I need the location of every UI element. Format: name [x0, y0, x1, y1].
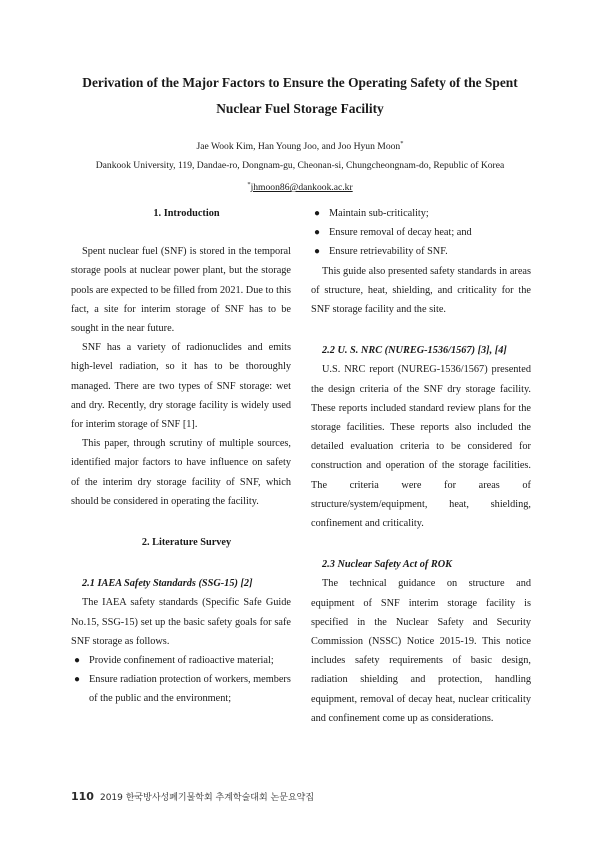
iaea-goals-list-right: [311, 204, 531, 262]
left-column: [71, 204, 291, 709]
bullet-icon: ●: [74, 655, 81, 667]
email-link[interactable]: jhmoon86@dankook.ac.kr: [250, 182, 353, 194]
rok-paragraph: The technical guidance on structure and equipment of SNF interim storage facility is specified in the Nuclear Safety and Security Commission (NSSC) Notice 2015-19. This notice includes safety requirements of basic design, radiation shielding and protection, handling equipment, removal of decay heat, nuclear criticality and confinement come up as considerations.: [311, 578, 531, 724]
author-list: Jae Wook Kim, Han Young Joo, and Joo Hyun Moon: [196, 141, 401, 153]
iaea-paragraph-2: This guide also presented safety standards in areas of structure, heat, shielding, and criticality for the SNF storage facility and the site.: [311, 265, 531, 316]
list-item: ● Ensure retrievability of SNF.: [311, 242, 531, 261]
author-block: [60, 134, 540, 197]
subsection-heading-rok: 2.3 Nuclear Safety Act of ROK: [322, 559, 453, 571]
bullet-icon: ●: [314, 208, 321, 219]
list-item: ● Maintain sub-criticality;: [311, 204, 531, 223]
iaea-paragraph-1: The IAEA safety standards (Specific Safe Guide No.15, SSG-15) set up the basic safety goals for safe SNF storage as follows.: [71, 597, 291, 647]
bullet-icon: ●: [314, 227, 321, 239]
intro-paragraph-1: Spent nuclear fuel (SNF) is stored in the temporal storage pools at nuclear power plant, but the storage pools are expected to be filled from 2021. Due to this fact, a site for interim storage of SNF has to be sought in the near future.: [71, 246, 291, 335]
list-item: ● Provide confinement of radioactive material;: [71, 651, 291, 670]
paper-title: Derivation of the Major Factors to Ensure the Operating Safety of the Spent Nuclear Fuel Storage Facility: [82, 75, 518, 116]
section-heading-introduction: 1. Introduction: [153, 208, 220, 219]
nrc-paragraph: U.S. NRC report (NUREG-1536/1567) presented the design criteria of the SNF dry storage facility. These reports included standard review plans for the storage facilities. These reports also included the detailed evaluation criteria to be considered for construction and operation of the storage facilities. The criteria were for areas of structure/system/equipment, heat, shielding, confinement and criticality.: [311, 364, 531, 530]
list-item: ● Ensure removal of decay heat; and: [311, 223, 531, 242]
proceedings-title: 2019 한국방사성폐기물학회 추계학술대회 논문요약집: [99, 793, 315, 803]
affiliation: Dankook University, 119, Dandae-ro, Dongnam-gu, Cheonan-si, Chungcheongnam-do, Republic of Korea: [95, 160, 505, 172]
page-footer: [71, 790, 314, 803]
right-column: [311, 204, 531, 728]
subsection-heading-iaea: 2.1 IAEA Safety Standards (SSG-15) [2]: [82, 578, 253, 590]
list-item: ● Ensure radiation protection of workers, members of the public and the environment;: [71, 670, 291, 708]
page-number: 110: [71, 790, 94, 803]
email-line: [60, 175, 540, 197]
bullet-icon: ●: [74, 674, 81, 686]
subsection-heading-nrc: 2.2 U. S. NRC (NUREG-1536/1567) [3], [4]: [322, 345, 507, 357]
corresponding-mark: *: [400, 140, 404, 147]
intro-paragraph-3: This paper, through scrutiny of multiple sources, identified major factors to have influence on safety of the interim dry storage facility of SNF, which should be considered in operating the facility.: [71, 438, 291, 507]
section-heading-literature-survey: 2. Literature Survey: [141, 537, 232, 549]
email-mark: *: [247, 181, 251, 189]
author-names: [60, 134, 540, 156]
iaea-goals-list-left: [71, 651, 291, 709]
intro-paragraph-2: SNF has a variety of radionuclides and emits high-level radiation, so it has to be thoroughly managed. There are two types of SNF storage: wet and dry. Recently, dry storage facility is widely used for interim storage of SNF [1].: [71, 342, 291, 431]
bullet-icon: ●: [314, 246, 321, 258]
